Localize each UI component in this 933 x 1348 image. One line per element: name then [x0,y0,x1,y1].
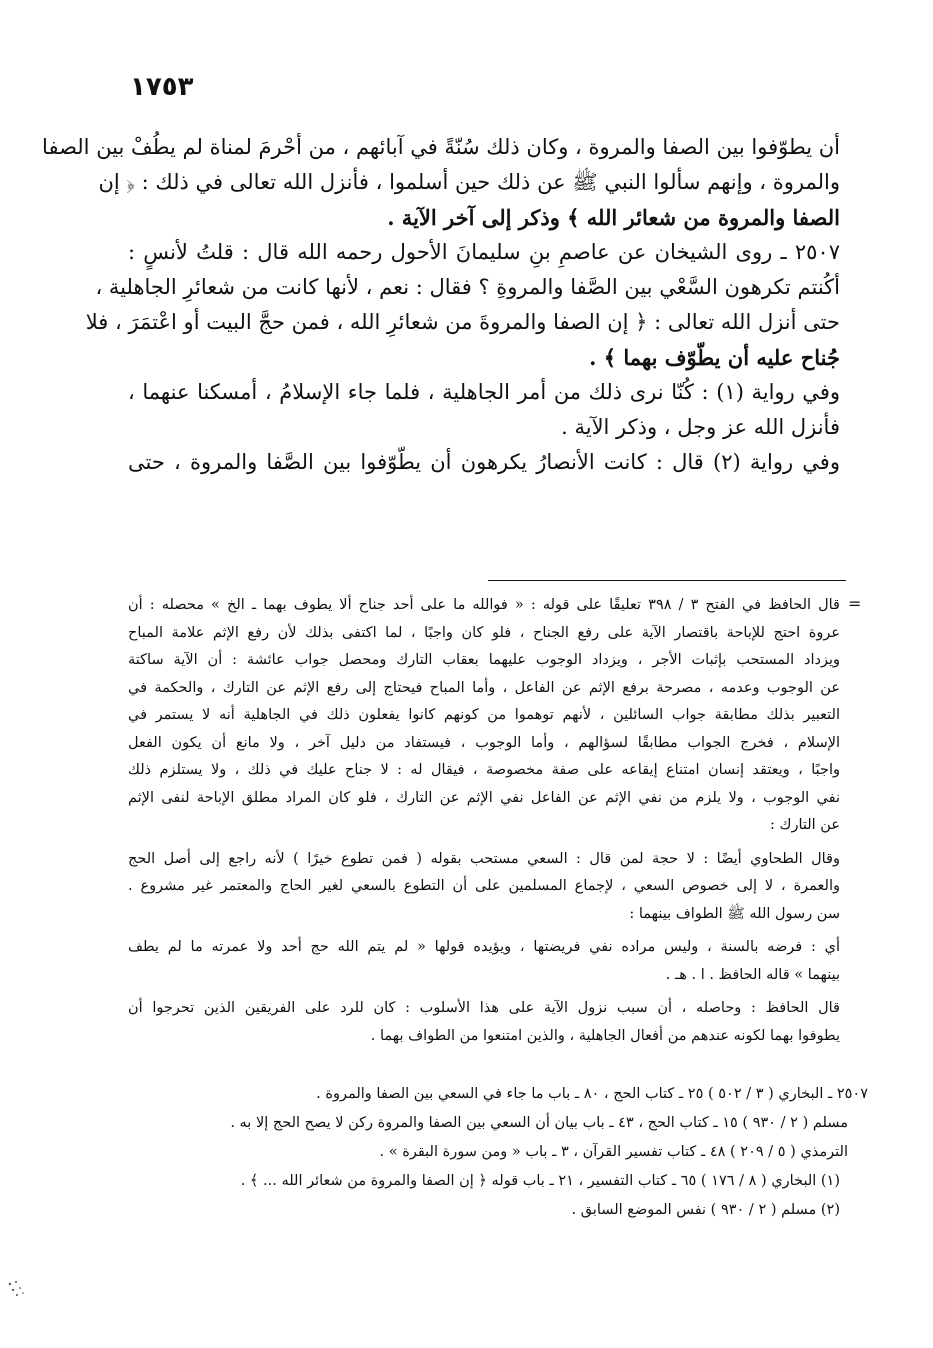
footnote-line: نفي الوجوب ، ولا يلزم من نفي الإثم عن الفاعل نفي الإثم عن التارك ، فلو كان المراد مطلق الإباحة لنفى الإثم [128,789,840,806]
reference-line: (١) البخاري ( ٨ / ١٧٦ ) ٦٥ ـ كتاب التفسير ، ٢١ ـ باب قوله ﴿ إن الصفا والمروة من شعائر الله ... ﴾ . [240,1173,840,1189]
reference-line: ٢٥٠٧ ـ البخاري ( ٣ / ٥٠٢ ) ٢٥ ـ كتاب الحج ، ٨٠ ـ باب ما جاء في السعي بين الصفا والمروة . [316,1086,868,1102]
footnote-line: يطوفوا بهما لكونه عندهم من أفعال الجاهلية ، والذين امتنعوا من الطواف بهما . [370,1027,840,1044]
footnote-line: أي : فرضه بالسنة ، وليس مراده نفي فريضتها ، ويؤيده قولها « لم يتم الله حج أحد ولا عمرته ما لم يطف [128,939,840,955]
scan-speck-icon [6,1278,28,1300]
footnote-line: وقال الطحاوي أيضًا : لا حجة لمن قال : السعي مستحب بقوله ( فمن تطوع خيرًا ) لأنه راجع إلى أصل الحج [128,850,840,867]
footnote-line: التعبير بذلك مطابقة جواب السائلين ، لأنهم توهموا من كونهم كانوا يفعلون ذلك في الجاهلية أنه لا يستمر في [128,707,840,723]
reference-line: مسلم ( ٢ / ٩٣٠ ) ١٥ ـ كتاب الحج ، ٤٣ ـ باب بيان أن السعي بين الصفا والمروة ركن لا يصح الحج إلا به . [230,1115,848,1131]
main-text-line: وفي رواية (٢) قال : كانت الأنصارُ يكرهون أن يطّوّفوا بين الصَّفا والمروة ، حتى [128,450,840,474]
page-number: ١٧٥٣ [130,72,194,102]
footnote-line: سن رسول الله ﷺ الطواف بينهما : [629,905,840,922]
footnote-line: ويزداد المستحب بإثبات الأجر ، ويزداد الوجوب عليهما بعقاب التارك ومحصل جواب عائشة : أن الآية ساكتة [128,652,840,668]
main-text-line: فأنزل الله عز وجل ، وذكر الآية . [561,415,840,439]
main-text-line: وفي رواية (١) : كُنّا نرى ذلك من أمر الجاهلية ، فلما جاء الإسلامُ ، أمسكنا عنهما ، [128,380,840,404]
reference-line: (٢) مسلم ( ٢ / ٩٣٠ ) نفس الموضع السابق . [571,1202,840,1218]
footnote-line: عن التارك : [770,817,840,833]
footnote-line: واجبًا ، ويعتقد إنسان امتناع إيقاعه على صفة مخصوصة ، فيقال له : لا جناح عليك في ذلك ، ولا يستلزم ذلك [128,762,840,778]
footnote-line: والعمرة ، لا إلى خصوص السعي ، لإجماع المسلمين على أن التطوع بالسعي لغير الحاج والمعتمر غير مشروع . [128,878,840,894]
main-text-line: والمروة ، وإنهم سألوا النبي ﷺ عن ذلك حين أسلموا ، فأنزل الله تعالى في ذلك : ﴿ إن [98,170,840,194]
main-text [42,130,840,480]
footnote-line: عن الوجوب وعدمه ، مصرحة برفع الإثم عن الفاعل ، وأما المباح فيحتاج إلى رفع الإثم عن التارك ، والحكمة في [128,679,840,696]
main-text-line: أكُنتم تكرهون السَّعْي بين الصَّفا والمروةِ ؟ فقال : نعم ، لأنها كانت من شعائرِ الجاهلية ، [95,275,840,299]
footnote-line: عروة احتج للإباحة باقتصار الآية على رفع الجناح ، فلو كان واجبًا ، لما اكتفى بذلك لأن رفع الإثم علامة المباح [128,624,840,641]
references [128,1080,868,1225]
main-text-line: جُناح عليه أن يطّوّف بهما ﴾ . [589,345,840,370]
footnote-line: قال الحافظ في الفتح ٣ / ٣٩٨ تعليقًا على قوله : « فوالله ما على أحد جناح ألا يطوف بهما ـ الخ » محصله : أن [128,597,840,613]
hadith-2507-start: ٢٥٠٧ ـ روى الشيخان عن عاصمِ بنِ سليمانَ الأحول رحمه الله قال : قلتُ لأنسٍ : [128,240,840,264]
footnote-divider [488,580,846,581]
main-text-line: حتى أنزل الله تعالى : ﴿ إن الصفا والمروةَ من شعائرِ الله ، فمن حجَّ البيت أو اعْتمَرَ ، فلا [85,310,840,334]
continuation-mark: = [848,594,862,613]
main-text-line: الصفا والمروة من شعائر الله ﴾ وذكر إلى آخر الآية . [387,205,840,230]
footnote-line: الإسلام ، فخرج الجواب مطابقًا لسؤالهم ، وأما الوجوب ، فيستفاد من دليل آخر ، ولا مانع أن يكون الفعل [128,734,840,751]
footnote-line: قال الحافظ : وحاصله ، أن سبب نزول الآية على هذا الأسلوب : كان للرد على الفريقين الذين تحرجوا أن [128,1000,840,1016]
main-text-line: أن يطوّفوا بين الصفا والمروة ، وكان ذلك سُنّةً في آبائهم ، من أحْرمَ لمناة لم يطُفْ بين الصفا [42,135,840,159]
reference-line: الترمذي ( ٥ / ٢٠٩ ) ٤٨ ـ كتاب تفسير القرآن ، ٣ ـ باب « ومن سورة البقرة » . [379,1144,848,1160]
footnotes [128,592,840,1050]
footnote-line: بينهما » قاله الحافظ . ا . هـ . [665,966,840,983]
